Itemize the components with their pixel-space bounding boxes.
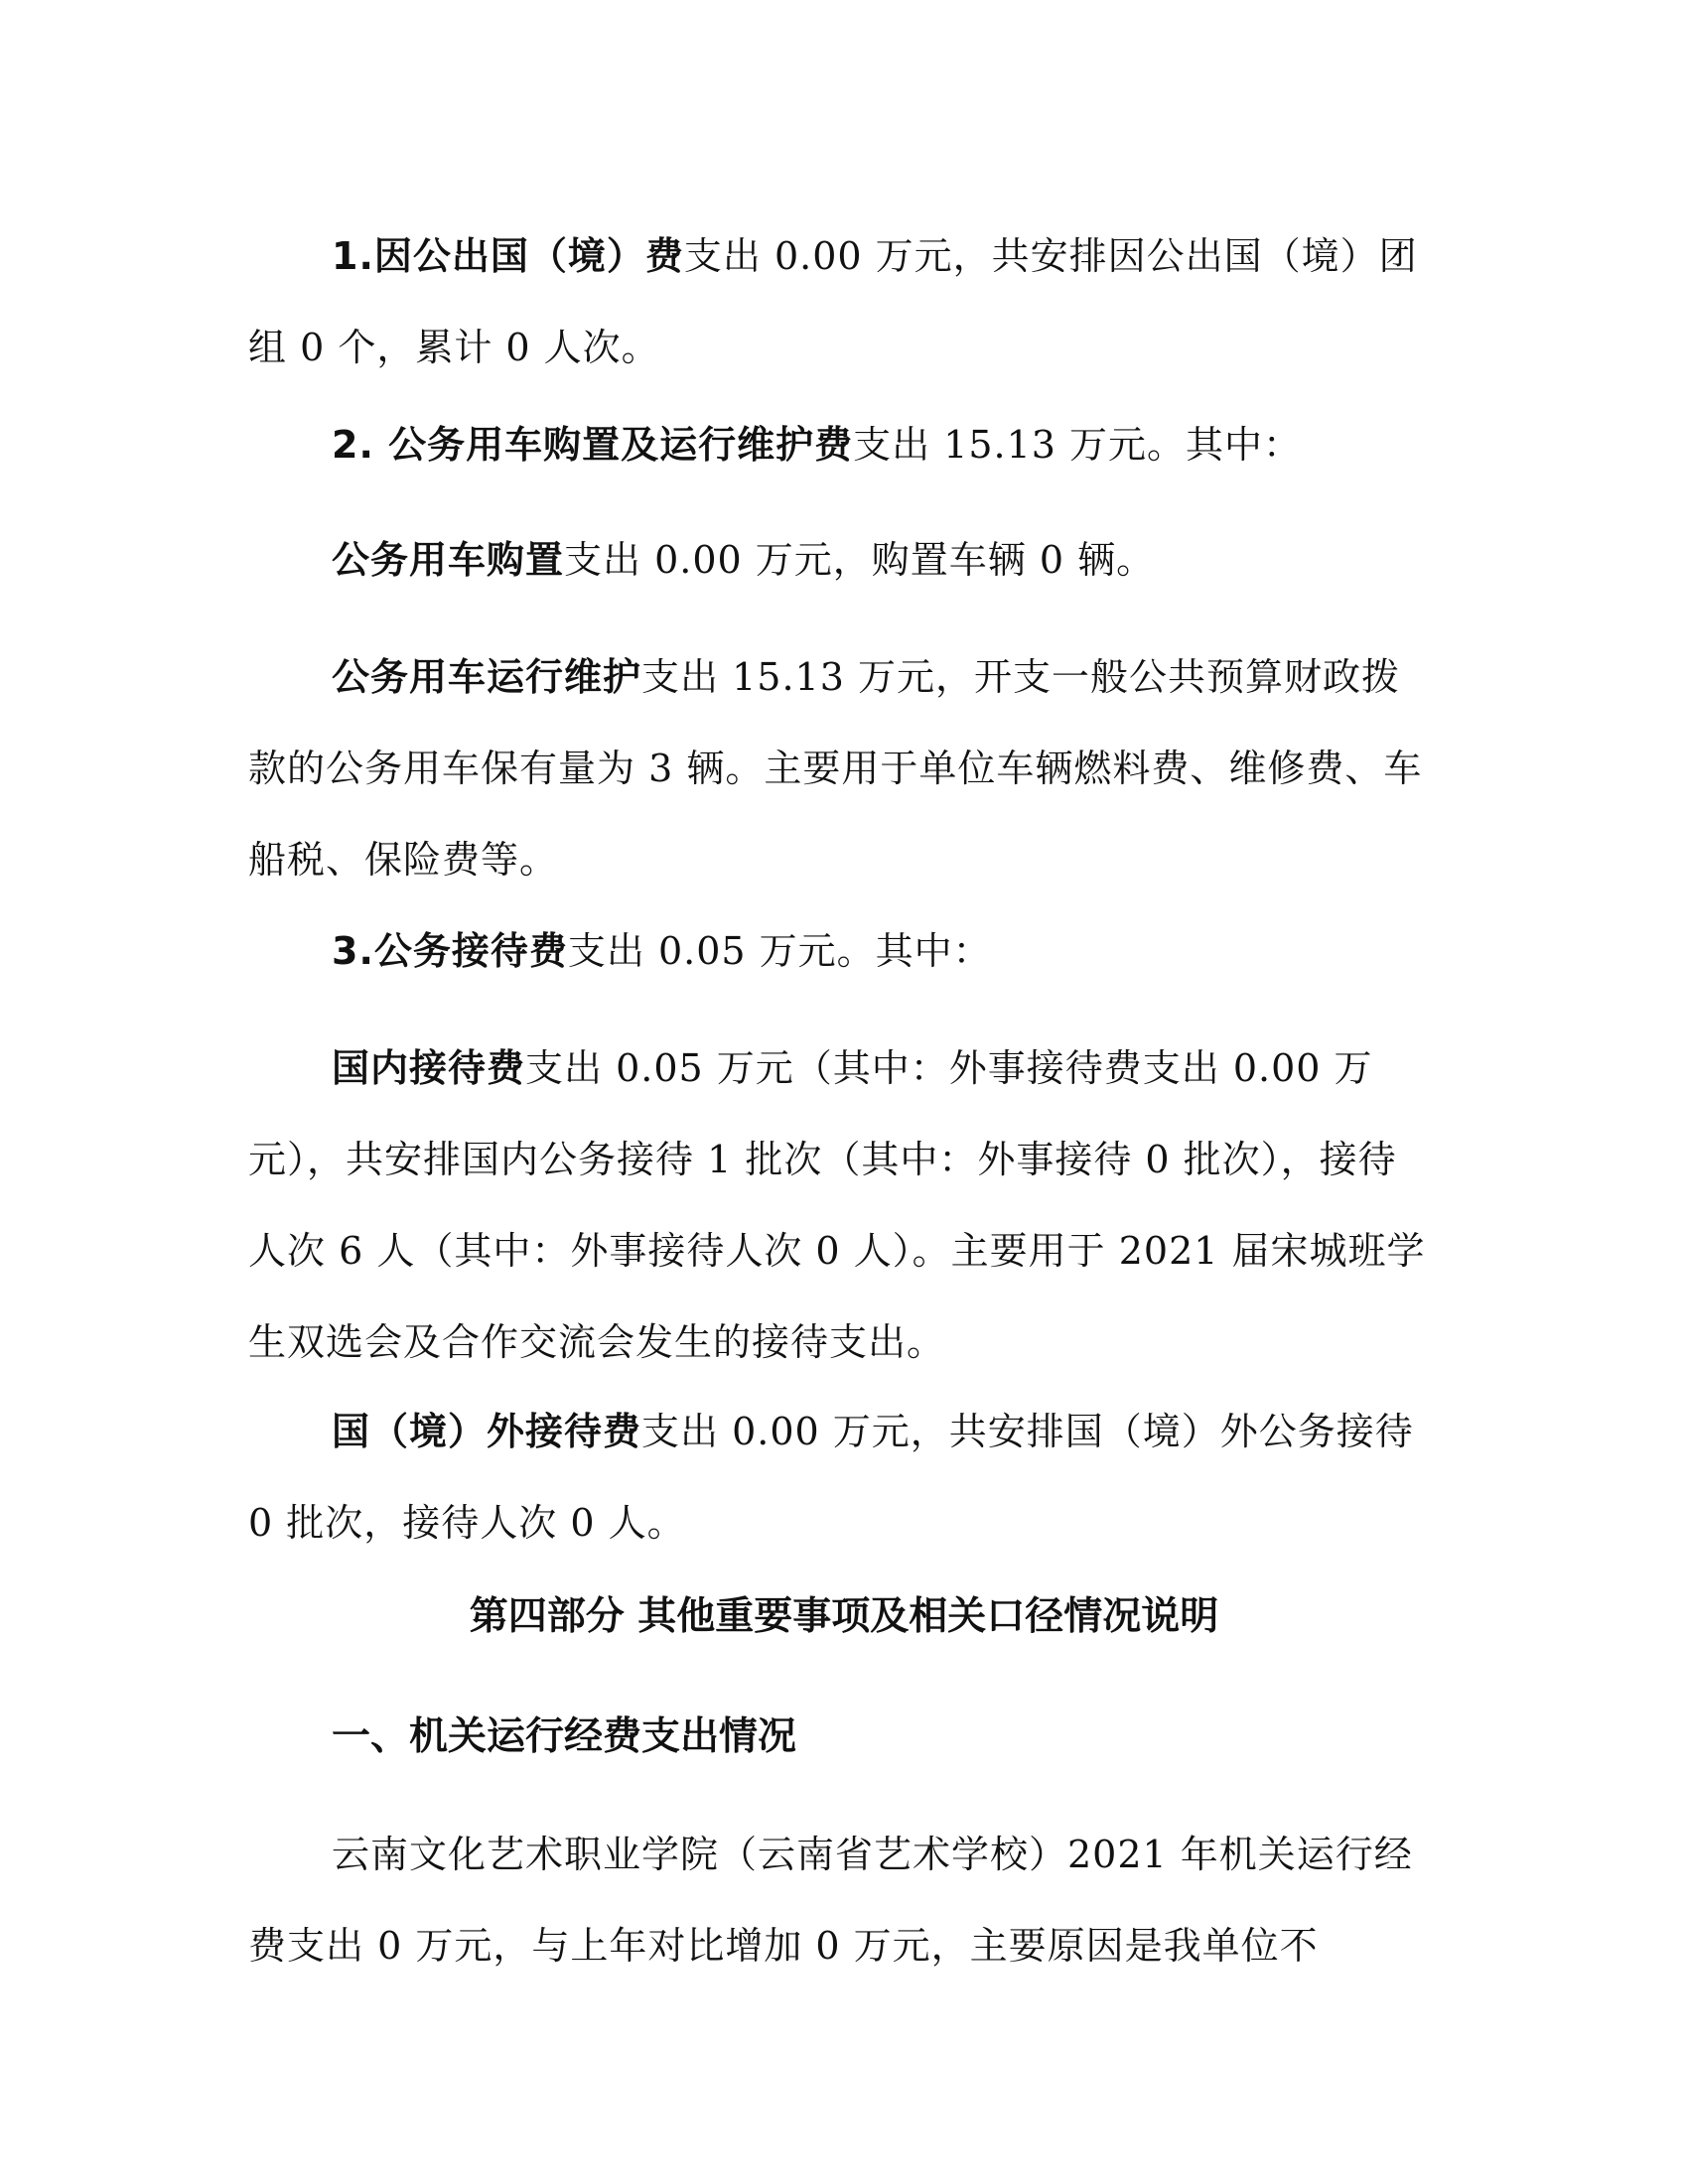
paragraph-text: 支出 0.05 万元。其中： [567, 929, 992, 973]
paragraph-bold-lead: 1.因公出国（境）费 [332, 234, 684, 278]
paragraph-text: 支出 0.00 万元，共安排因公出国（境）团组 0 个，累计 0 人次。 [248, 234, 1418, 369]
paragraph-vehicle-maintenance [248, 631, 1430, 905]
paragraph-reception-total [248, 905, 1430, 997]
paragraph-text: 支出 0.00 万元，共安排国（境）外公务接待 0 批次，接待人次 0 人。 [248, 1410, 1414, 1545]
paragraph-text: 支出 0.00 万元，购置车辆 0 辆。 [564, 538, 1156, 582]
section-title: 第四部分 其他重要事项及相关口径情况说明 [469, 1594, 1219, 1639]
paragraph-text: 支出 0.05 万元（其中：外事接待费支出 0.00 万元），共安排国内公务接待 1 批次（其中：外事接待 0 批次），接待人次 6 人（其中：外事接待人次 0 人）。主要用于 2021 届宋城班学生双选会及合作交流会发生的接待支出。 [248, 1046, 1426, 1364]
paragraph-bold-lead: 国内接待费 [332, 1046, 526, 1090]
paragraph-bold-lead: 3.公务接待费 [332, 929, 568, 973]
paragraph-overseas-travel [248, 210, 1430, 393]
paragraph-foreign-reception [248, 1386, 1430, 1569]
paragraph-bold-lead: 公务用车运行维护 [332, 655, 642, 699]
paragraph-vehicle-total [248, 399, 1430, 490]
paragraph-domestic-reception [248, 1023, 1430, 1388]
paragraph-text: 支出 15.13 万元，开支一般公共预算财政拨款的公务用车保有量为 3 辆。主要用于单位车辆燃料费、维修费、车船税、保险费等。 [248, 655, 1423, 882]
paragraph-vehicle-purchase [248, 514, 1430, 606]
paragraph-bold-lead: 2. 公务用车购置及运行维护费 [332, 423, 854, 467]
paragraph-operating-expenses: 云南文化艺术职业学院（云南省艺术学校）2021 年机关运行经费支出 0 万元，与上年对比增加 0 万元，主要原因是我单位不 [248, 1833, 1413, 1968]
subsection-title: 一、机关运行经费支出情况 [332, 1714, 797, 1759]
paragraph-bold-lead: 公务用车购置 [332, 538, 565, 582]
paragraph-text: 支出 15.13 万元。其中： [853, 423, 1303, 467]
paragraph-bold-lead: 国（境）外接待费 [332, 1410, 642, 1453]
